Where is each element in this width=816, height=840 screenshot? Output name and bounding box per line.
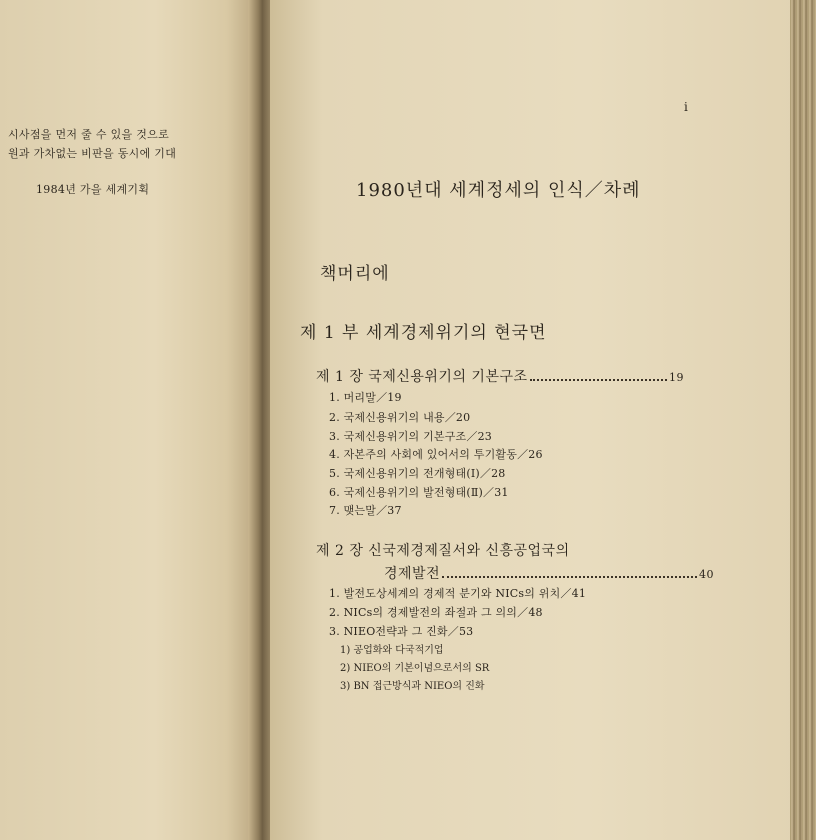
left-text-line-1: 시사점을 먼저 줄 수 있을 것으로 [8,128,170,141]
page-edges [790,0,816,840]
chapter-1-item-2: 2. 국제신용위기의 내용／20 [329,411,471,424]
chapter-2-subitem-2: 2) NIEO의 기본이념으로서의 SR [340,663,490,674]
chapter-1-item-4: 4. 자본주의 사회에 있어서의 투기활동／26 [329,448,543,461]
chapter-2-title: 제 2 장 신국제경제질서와 신흥공업국의 [316,543,570,559]
page-number: i [684,100,688,114]
part-1-heading: 제 1 부 세계경제위기의 현국면 [300,323,547,343]
contents-title: 1980년대 세계정세의 인식／차례 [356,180,641,201]
chapter-2-subitem-1: 1) 공업화와 다국적기업 [340,645,444,656]
chapter-2-item-2: 2. NICs의 경제발전의 좌절과 그 의의／48 [329,606,543,619]
leader-dots [442,576,697,578]
chapter-1-item-3: 3. 국제신용위기의 기본구조／23 [329,430,492,443]
left-signature-line: 1984년 가을 세계기획 [36,183,150,196]
chapter-2-title-line-1 [316,540,570,560]
chapter-2-item-1: 1. 발전도상세계의 경제적 분기와 NICs의 위치／41 [329,587,587,600]
chapter-1-entry [316,366,684,386]
left-text-line-2: 원과 가차없는 비판을 동시에 기대 [8,147,177,160]
chapter-2-item-3: 3. NIEO전략과 그 진화／53 [329,625,474,638]
chapter-1-item-1: 1. 머리말／19 [329,391,402,404]
chapter-2-page: 40 [699,568,714,581]
chapter-1-title: 제 1 장 국제신용위기의 기본구조 [316,369,528,385]
chapter-2-entry [384,563,714,583]
chapter-1-item-7: 7. 맺는말／37 [329,504,402,517]
chapter-1-page: 19 [669,371,684,384]
leader-dots [530,379,667,381]
preface-heading: 책머리에 [320,264,390,284]
chapter-1-item-5: 5. 국제신용위기의 전개형태(Ⅰ)／28 [329,467,506,480]
chapter-1-item-6: 6. 국제신용위기의 발전형태(Ⅱ)／31 [329,486,509,499]
chapter-2-title-cont: 경제발전 [384,566,441,582]
chapter-2-subitem-3: 3) BN 접근방식과 NIEO의 진화 [340,681,485,692]
